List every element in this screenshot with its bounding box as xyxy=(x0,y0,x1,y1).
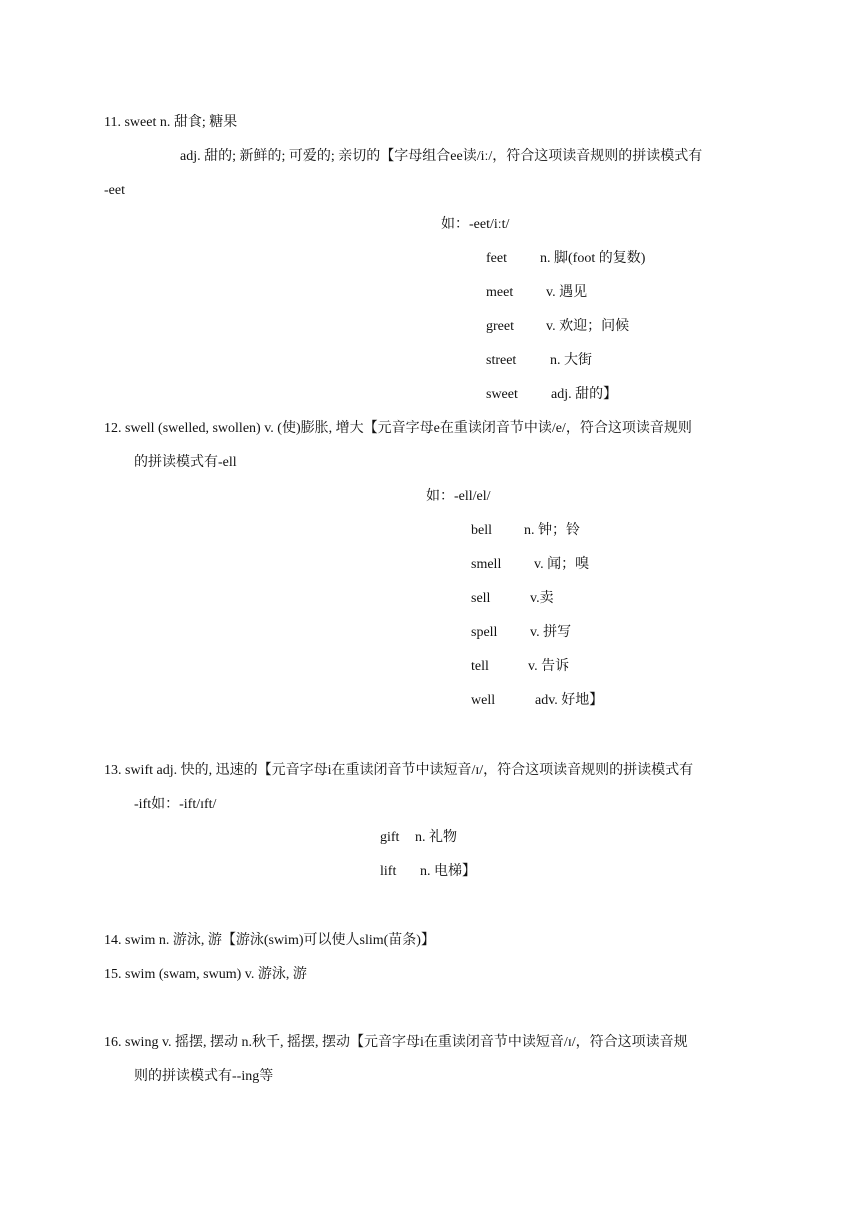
entry-16-headline: 16. swing v. 摇摆, 摆动 n.秋千, 摇摆, 摆动【元音字母i在重读闭音节中读短音/ɪ/，符合这项读音规 xyxy=(104,1035,688,1050)
example-meaning: n. 大街 xyxy=(550,353,592,368)
example-meaning: v. 闻；嗅 xyxy=(534,557,590,572)
example-item xyxy=(471,658,569,676)
example-word: sweet xyxy=(486,387,518,402)
example-meaning: adj. 甜的】 xyxy=(551,387,618,402)
example-meaning: v. 告诉 xyxy=(528,659,570,674)
entry-11-pattern: 如：-eet/iːt/ xyxy=(441,217,510,232)
example-item xyxy=(380,829,457,847)
example-word: feet xyxy=(486,251,507,266)
entry-11-headline: 11. sweet n. 甜食; 糖果 xyxy=(104,115,238,130)
example-item xyxy=(486,386,617,404)
entry-14-headline: 14. swim n. 游泳, 游【游泳(swim)可以使人slim(苗条)】 xyxy=(104,933,435,948)
example-meaning: v. 遇见 xyxy=(546,285,588,300)
example-word: greet xyxy=(486,319,514,334)
example-item xyxy=(486,250,645,268)
example-item xyxy=(486,318,629,336)
example-item xyxy=(471,590,554,608)
example-meaning: v. 欢迎；问候 xyxy=(546,319,630,334)
entry-13-continuation: -ift如：-ift/ɪft/ xyxy=(134,797,217,812)
example-word: well xyxy=(471,693,496,708)
example-word: meet xyxy=(486,285,514,300)
entry-13-headline: 13. swift adj. 快的, 迅速的【元音字母i在重读闭音节中读短音/ɪ/，符合这项读音规则的拼读模式有 xyxy=(104,763,694,778)
example-meaning: v.卖 xyxy=(530,591,554,606)
entry-11-pattern-suffix: -eet xyxy=(104,183,125,198)
example-word: sell xyxy=(471,591,491,606)
example-word: spell xyxy=(471,625,498,640)
example-word: smell xyxy=(471,557,502,572)
entry-11-definition: adj. 甜的; 新鲜的; 可爱的; 亲切的【字母组合ee读/iː/，符合这项读音规则的拼读模式有 xyxy=(180,149,703,164)
example-meaning: v. 拼写 xyxy=(530,625,572,640)
example-meaning: adv. 好地】 xyxy=(535,693,604,708)
example-item xyxy=(471,522,580,540)
example-item xyxy=(486,284,587,302)
example-item xyxy=(486,352,592,370)
example-word: gift xyxy=(380,830,400,845)
example-meaning: n. 脚(foot 的复数) xyxy=(540,251,646,266)
example-item xyxy=(471,624,571,642)
example-meaning: n. 礼物 xyxy=(415,830,457,845)
example-word: lift xyxy=(380,864,397,879)
entry-12-headline: 12. swell (swelled, swollen) v. (使)膨胀, 增大【元音字母e在重读闭音节中读/e/，符合这项读音规则 xyxy=(104,421,692,436)
example-item xyxy=(380,863,476,881)
example-word: bell xyxy=(471,523,492,538)
example-item xyxy=(471,556,589,574)
example-item xyxy=(471,692,603,710)
example-word: street xyxy=(486,353,517,368)
entry-16-continuation: 则的拼读模式有--ing等 xyxy=(134,1069,274,1084)
example-word: tell xyxy=(471,659,489,674)
entry-12-continuation: 的拼读模式有-ell xyxy=(134,455,237,470)
entry-12-pattern: 如：-ell/el/ xyxy=(426,489,491,504)
example-meaning: n. 电梯】 xyxy=(420,864,476,879)
entry-15-headline: 15. swim (swam, swum) v. 游泳, 游 xyxy=(104,967,307,982)
example-meaning: n. 钟；铃 xyxy=(524,523,580,538)
